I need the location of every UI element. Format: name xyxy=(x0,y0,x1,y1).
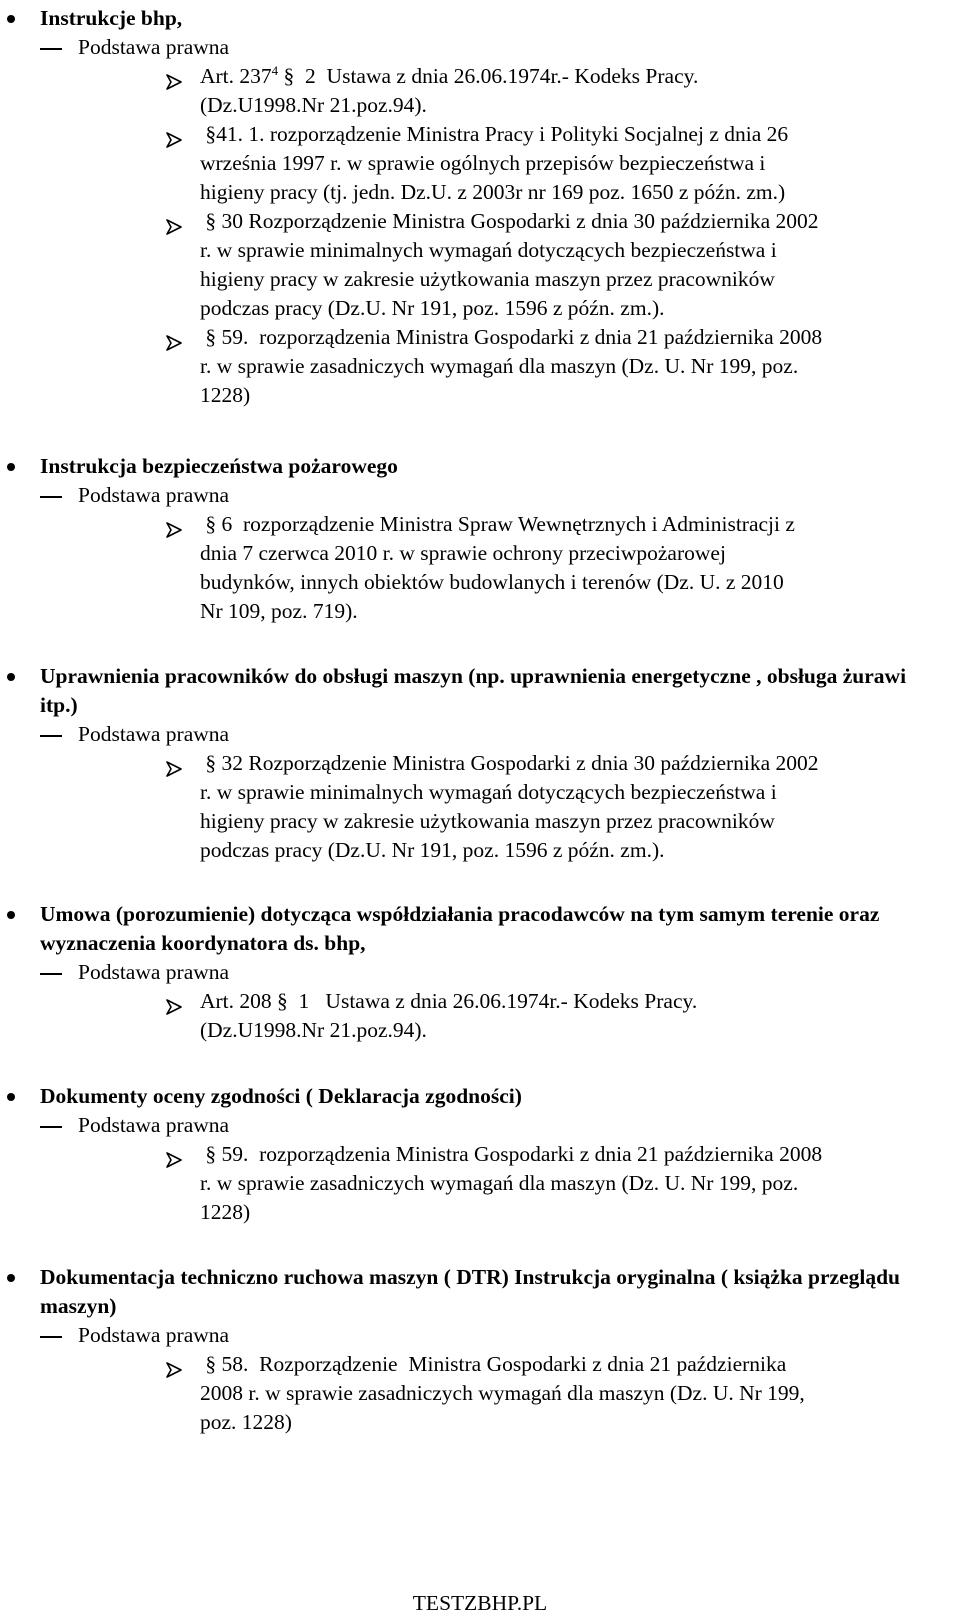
legal-basis-text: Podstawa prawna xyxy=(78,35,230,59)
reference-line: września 1997 r. w sprawie ogólnych przepisów bezpieczeństwa i xyxy=(200,151,766,175)
reference-text: 58. Rozporządzenie Ministra Gospodarki z dnia 21 października xyxy=(216,1352,787,1376)
reference-text: 59. rozporządzenia Ministra Gospodarki z dnia 21 października 2008 xyxy=(216,325,823,349)
arrow-bullet-icon xyxy=(166,214,182,230)
reference-line: r. w sprawie zasadniczych wymagań dla maszyn (Dz. U. Nr 199, poz. xyxy=(200,1171,799,1195)
section-heading xyxy=(0,662,935,720)
arrow-bullet-icon xyxy=(166,1147,182,1163)
reference-text: 30 Rozporządzenie Ministra Gospodarki z dnia 30 października 2002 xyxy=(216,209,819,233)
legal-basis-text: Podstawa prawna xyxy=(78,1113,230,1137)
reference-line: r. w sprawie minimalnych wymagań dotyczących bezpieczeństwa i xyxy=(200,238,777,262)
reference-line: budynków, innych obiektów budowlanych i terenów (Dz. U. z 2010 xyxy=(200,570,784,594)
section-sign-icon: § xyxy=(200,751,217,775)
legal-basis-label xyxy=(0,958,960,987)
section xyxy=(0,662,960,865)
section xyxy=(0,452,960,626)
legal-basis-label xyxy=(0,481,960,510)
reference-line: r. w sprawie minimalnych wymagań dotyczących bezpieczeństwa i xyxy=(200,780,777,804)
reference-line: Nr 109, poz. 719). xyxy=(200,599,358,623)
legal-reference xyxy=(0,987,935,1045)
section-heading-text: Instrukcja bezpieczeństwa pożarowego xyxy=(40,454,398,478)
reference-line: 1228) xyxy=(200,1200,251,1224)
reference-line xyxy=(200,207,935,236)
arrow-bullet-icon xyxy=(166,127,182,143)
article-number: Art. 237 xyxy=(200,64,272,88)
legal-basis-label xyxy=(0,33,960,62)
legal-basis-label xyxy=(0,1321,960,1350)
section xyxy=(0,1263,960,1437)
reference-line xyxy=(200,1140,935,1169)
bullet-icon xyxy=(7,15,15,23)
reference-text: 41. 1. rozporządzenie Ministra Pracy i Polityki Socjalnej z dnia 26 xyxy=(216,122,789,146)
reference-line: (Dz.U1998.Nr 21.poz.94). xyxy=(200,1018,427,1042)
reference-line: higieny pracy w zakresie użytkowania maszyn przez pracowników xyxy=(200,267,775,291)
legal-reference xyxy=(0,1350,935,1437)
section-sign-icon: § xyxy=(278,64,295,88)
legal-reference xyxy=(0,510,935,626)
legal-reference xyxy=(0,207,935,323)
reference-line xyxy=(200,987,935,1016)
section-heading xyxy=(0,452,935,481)
section-heading xyxy=(0,1263,935,1321)
reference-text: 1 Ustawa z dnia 26.06.1974r.- Kodeks Pracy. xyxy=(287,989,698,1013)
reference-line xyxy=(200,120,935,149)
reference-line: 2008 r. w sprawie zasadniczych wymagań dla maszyn (Dz. U. Nr 199, xyxy=(200,1381,805,1405)
section-heading xyxy=(0,4,935,33)
bullet-icon xyxy=(7,673,15,681)
reference-line xyxy=(200,510,935,539)
section-heading xyxy=(0,900,935,958)
legal-basis-label xyxy=(0,720,960,749)
legal-basis-text: Podstawa prawna xyxy=(78,1323,230,1347)
section-heading-text: Instrukcje bhp, xyxy=(40,6,183,30)
arrow-bullet-icon xyxy=(166,330,182,346)
legal-basis-text: Podstawa prawna xyxy=(78,483,230,507)
bullet-icon xyxy=(7,1274,15,1282)
dash-icon xyxy=(40,1336,62,1338)
legal-reference xyxy=(0,749,935,865)
section-heading-text: Dokumentacja techniczno ruchowa maszyn ( DTR) Instrukcja oryginalna ( książka przeglądu maszyn) xyxy=(40,1265,900,1318)
reference-text: 2 Ustawa z dnia 26.06.1974r.- Kodeks Pracy. xyxy=(294,64,699,88)
arrow-bullet-icon xyxy=(166,69,182,85)
dash-icon xyxy=(40,1126,62,1128)
section xyxy=(0,4,960,410)
reference-text: 59. rozporządzenia Ministra Gospodarki z dnia 21 października 2008 xyxy=(216,1142,823,1166)
section-heading-text: Umowa (porozumienie) dotycząca współdziałania pracodawców na tym samym terenie oraz wyznaczenia koordynatora ds. bhp, xyxy=(40,902,880,955)
section xyxy=(0,1082,960,1227)
article-number: Art. 208 xyxy=(200,989,272,1013)
reference-line: (Dz.U1998.Nr 21.poz.94). xyxy=(200,93,427,117)
article-superscript: 4 xyxy=(271,62,279,78)
section-sign-icon: § xyxy=(200,1142,217,1166)
legal-basis-text: Podstawa prawna xyxy=(78,722,230,746)
reference-line xyxy=(200,323,935,352)
bullet-icon xyxy=(7,911,15,919)
footer-watermark: TESTZBHP.PL xyxy=(412,1591,548,1615)
reference-line: podczas pracy (Dz.U. Nr 191, poz. 1596 z późn. zm.). xyxy=(200,838,665,862)
section-sign-icon: § xyxy=(200,209,217,233)
dash-icon xyxy=(40,48,62,50)
reference-line: podczas pracy (Dz.U. Nr 191, poz. 1596 z późn. zm.). xyxy=(200,296,665,320)
reference-text: 6 rozporządzenie Ministra Spraw Wewnętrznych i Administracji z xyxy=(216,512,795,536)
reference-line: dnia 7 czerwca 2010 r. w sprawie ochrony przeciwpożarowej xyxy=(200,541,726,565)
reference-line: 1228) xyxy=(200,383,251,407)
section-sign-icon: § xyxy=(271,989,288,1013)
bullet-icon xyxy=(7,463,15,471)
reference-text: 32 Rozporządzenie Ministra Gospodarki z dnia 30 października 2002 xyxy=(216,751,819,775)
section-sign-icon: § xyxy=(200,325,217,349)
legal-reference xyxy=(0,1140,935,1227)
legal-reference xyxy=(0,62,935,120)
arrow-bullet-icon xyxy=(166,517,182,533)
section-sign-icon: § xyxy=(200,1352,217,1376)
legal-reference xyxy=(0,120,935,207)
dash-icon xyxy=(40,973,62,975)
reference-line: poz. 1228) xyxy=(200,1410,292,1434)
legal-basis-text: Podstawa prawna xyxy=(78,960,230,984)
section-sign-icon: § xyxy=(200,122,217,146)
section-sign-icon: § xyxy=(200,512,217,536)
reference-line: r. w sprawie zasadniczych wymagań dla maszyn (Dz. U. Nr 199, poz. xyxy=(200,354,799,378)
section-heading-text: Dokumenty oceny zgodności ( Deklaracja zgodności) xyxy=(40,1084,522,1108)
arrow-bullet-icon xyxy=(166,756,182,772)
legal-basis-label xyxy=(0,1111,960,1140)
reference-line xyxy=(200,749,935,778)
arrow-bullet-icon xyxy=(166,1357,182,1373)
reference-line: higieny pracy (tj. jedn. Dz.U. z 2003r nr 169 poz. 1650 z późn. zm.) xyxy=(200,180,786,204)
reference-line xyxy=(200,62,935,91)
arrow-bullet-icon xyxy=(166,994,182,1010)
reference-line: higieny pracy w zakresie użytkowania maszyn przez pracowników xyxy=(200,809,775,833)
legal-reference xyxy=(0,323,935,410)
reference-line xyxy=(200,1350,935,1379)
dash-icon xyxy=(40,496,62,498)
bullet-icon xyxy=(7,1093,15,1101)
section-heading-text: Uprawnienia pracowników do obsługi maszyn (np. uprawnienia energetyczne , obsługa żurawi itp.) xyxy=(40,664,907,717)
dash-icon xyxy=(40,735,62,737)
section xyxy=(0,900,960,1045)
section-heading xyxy=(0,1082,935,1111)
